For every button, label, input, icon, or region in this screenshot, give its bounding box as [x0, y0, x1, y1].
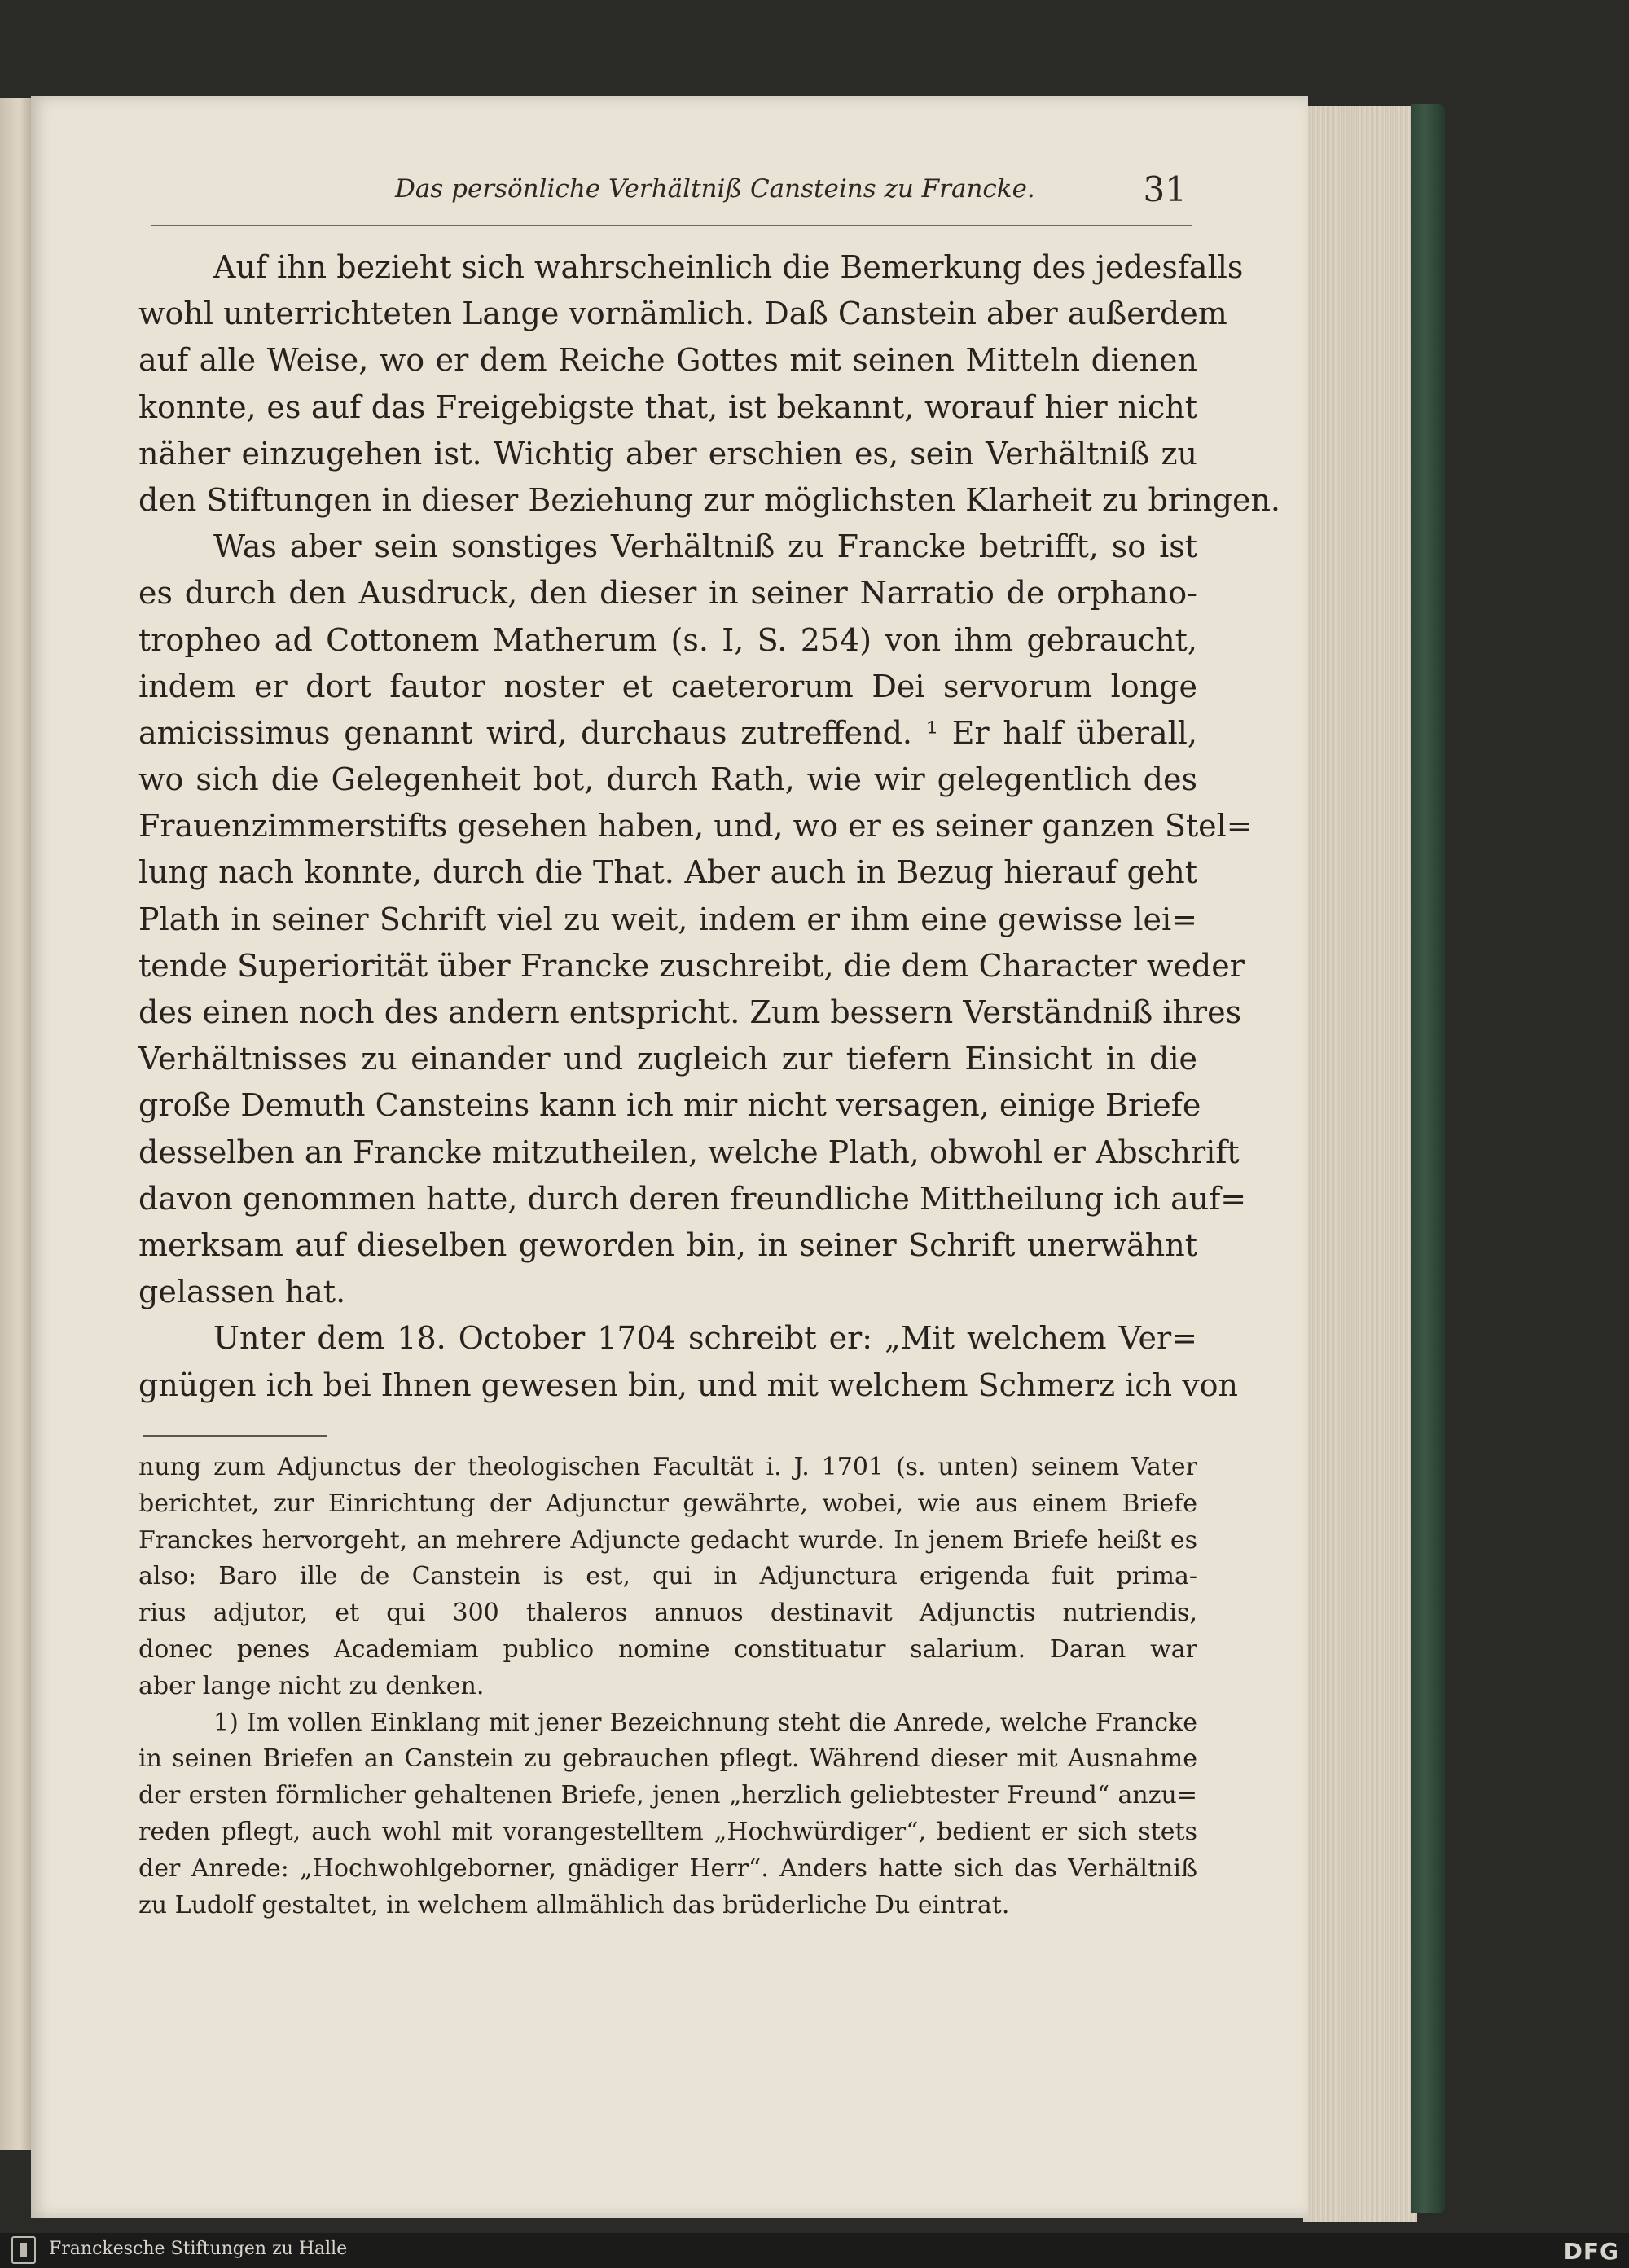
text-line: den Stiftungen in dieser Beziehung zur möglichsten Klarheit zu bringen. [138, 481, 1281, 518]
text-line: indem er dort fautor noster et caeterorum Dei servorum longe [138, 668, 1197, 704]
text-line: Auf ihn bezieht sich wahrscheinlich die Bemerkung des jedesfalls [213, 249, 1244, 285]
text-line: es durch den Ausdruck, den dieser in seiner Narratio de orphano- [138, 575, 1197, 612]
page-header [151, 169, 1192, 226]
text-line: gnügen ich bei Ihnen gewesen bin, und mit welchem Schmerz ich von [138, 1367, 1238, 1403]
text-line: tende Superiorität über Francke zuschreibt, die dem Character weder [138, 947, 1245, 984]
text-line: tropheo ad Cottonem Matherum (s. I, S. 254) von ihm gebraucht, [138, 621, 1197, 658]
text-line: näher einzugehen ist. Wichtig aber erschien es, sein Verhältniß zu [138, 435, 1197, 472]
text-line: Frauenzimmerstifts gesehen haben, und, wo er es seiner ganzen Stel= [138, 808, 1253, 844]
footnote-line: also: Baro ille de Canstein is est, qui in Adjunctura erigenda fuit prima- [138, 1562, 1197, 1591]
footnote-line: donec penes Academiam publico nomine constituatur salarium. Daran war [138, 1634, 1197, 1664]
page-edges [1303, 106, 1417, 2222]
text-line: wo sich die Gelegenheit bot, durch Rath, wie wir gelegentlich des [138, 761, 1197, 798]
running-title: Das persönliche Verhältniß Cansteins zu Francke. [395, 174, 1035, 204]
footnote-line: 1) Im vollen Einklang mit jener Bezeichnung steht die Anrede, welche Francke [213, 1708, 1197, 1737]
page-number: 31 [1143, 169, 1187, 209]
footnote-line: zu Ludolf gestaltet, in welchem allmählich das brüderliche Du eintrat. [138, 1890, 1010, 1919]
footnotes [138, 1450, 1197, 1924]
viewer-footer-bar [0, 2233, 1629, 2268]
footnote-line: der ersten förmlicher gehaltenen Briefe, jenen „herzlich geliebtester Freund“ anzu= [138, 1781, 1197, 1810]
dfg-logo: DFG [1563, 2238, 1619, 2265]
footnote-line: reden pflegt, auch wohl mit vorangestelltem „Hochwürdiger“, bedient er sich stets [138, 1817, 1197, 1846]
main-text [138, 244, 1281, 1409]
text-line: wohl unterrichteten Lange vornämlich. Daß Canstein aber außerdem [138, 296, 1227, 332]
text-line: des einen noch des andern entspricht. Zum bessern Verständniß ihres [138, 994, 1242, 1030]
text-line: desselben an Francke mitzutheilen, welche Plath, obwohl er Abschrift [138, 1134, 1240, 1170]
text-line: Plath in seiner Schrift viel zu weit, indem er ihm eine gewisse lei= [138, 901, 1197, 937]
text-line: Unter dem 18. October 1704 schreibt er: „Mit welchem Ver= [213, 1320, 1197, 1357]
text-line: Verhältnisses zu einander und zugleich zur tiefern Einsicht in die [138, 1041, 1197, 1077]
footnote-line: Franckes hervorgeht, an mehrere Adjuncte gedacht wurde. In jenem Briefe heißt es [138, 1525, 1197, 1555]
text-line: Was aber sein sonstiges Verhältniß zu Francke betrifft, so ist [213, 529, 1197, 565]
footnote-line: der Anrede: „Hochwohlgeborner, gnädiger Herr“. Anders hatte sich das Verhältniß [138, 1853, 1197, 1883]
book-cover [1411, 104, 1445, 2213]
footnote-line: rius adjutor, et qui 300 thaleros annuos destinavit Adjunctis nutriendis, [138, 1599, 1197, 1628]
text-line: lung nach konnte, durch die That. Aber auch in Bezug hierauf geht [138, 854, 1197, 891]
text-line: große Demuth Cansteins kann ich mir nicht versagen, einige Briefe [138, 1087, 1201, 1124]
institution-name: Franckesche Stiftungen zu Halle [49, 2239, 348, 2259]
text-line: auf alle Weise, wo er dem Reiche Gottes mit seinen Mitteln dienen [138, 342, 1197, 379]
footnote-separator [143, 1435, 327, 1437]
text-line: merksam auf dieselben geworden bin, in seiner Schrift unerwähnt [138, 1226, 1197, 1263]
footnote-line: nung zum Adjunctus der theologischen Facultät i. J. 1701 (s. unten) seinem Vater [138, 1453, 1197, 1481]
text-line: davon genommen hatte, durch deren freundliche Mittheilung ich auf= [138, 1180, 1247, 1217]
facing-page-edge [0, 98, 33, 2150]
footnote-line: aber lange nicht zu denken. [138, 1671, 485, 1700]
text-line: amicissimus genannt wird, durchaus zutreffend. ¹ Er half überall, [138, 714, 1197, 751]
text-line: gelassen hat. [138, 1274, 346, 1310]
footnote-line: berichtet, zur Einrichtung der Adjunctur gewährte, wobei, wie aus einem Briefe [138, 1489, 1197, 1518]
institution-logo-icon [11, 2236, 36, 2264]
text-line: konnte, es auf das Freigebigste that, ist bekannt, worauf hier nicht [138, 388, 1197, 425]
footnote-line: in seinen Briefen an Canstein zu gebrauchen pflegt. Während dieser mit Ausnahme [138, 1744, 1197, 1774]
